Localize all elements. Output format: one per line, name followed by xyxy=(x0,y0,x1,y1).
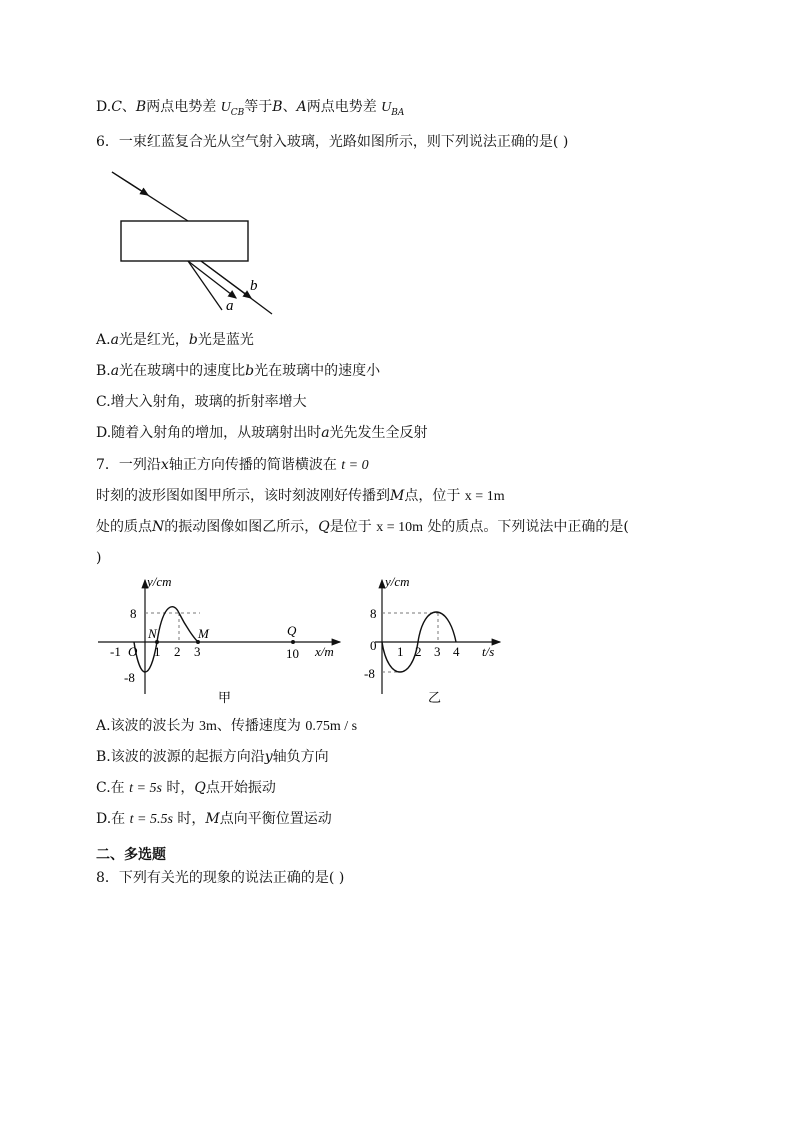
option-text: 点向平衡位置运动 xyxy=(219,811,332,827)
voltage-subscript: BA xyxy=(391,108,405,118)
ray-b-ext xyxy=(201,261,272,314)
vibration-graph-yi xyxy=(360,572,510,707)
x-tick-1: 1 xyxy=(154,644,161,659)
q8-stem: 8．下列有关光的现象的说法正确的是( ) xyxy=(96,870,345,886)
stem-text: 时刻的波形图如图甲所示，该时刻波刚好传播到 xyxy=(96,488,390,504)
math-expression: 3m xyxy=(199,719,217,734)
q6-option-c: C.增大入射角，玻璃的折射率增大 xyxy=(96,394,307,410)
math-expression: x = 10m xyxy=(376,520,423,535)
variable: y xyxy=(264,749,273,765)
caption-yi: 乙 xyxy=(428,690,442,705)
q7-line-2 xyxy=(96,486,505,507)
option-text: 两点电势差 xyxy=(146,99,217,115)
option-text: 光先发生全反射 xyxy=(329,425,428,441)
label-a: a xyxy=(226,298,234,314)
stem-text: 的振动图像如图乙所示， xyxy=(164,519,319,535)
x-tick-10: 10 xyxy=(286,646,299,661)
option-text: 、传播速度为 xyxy=(216,718,301,734)
q6-option-a xyxy=(96,330,254,350)
q7-line-1 xyxy=(96,455,369,476)
y-axis-label: y/cm xyxy=(385,574,410,589)
math-expression: 0.75m / s xyxy=(305,719,358,734)
point-Q xyxy=(291,640,295,644)
glass-block xyxy=(121,221,248,261)
option-prefix: B. xyxy=(96,363,111,379)
q6-option-b xyxy=(96,361,380,381)
option-text: 时， xyxy=(177,811,206,827)
wave-graph-jia xyxy=(90,572,350,707)
option-text: C.在 xyxy=(96,780,125,796)
variable: Q xyxy=(318,519,330,535)
option-text: 时， xyxy=(166,780,195,796)
point-label: B xyxy=(272,99,283,115)
option-text: 光是蓝光 xyxy=(197,332,254,348)
voltage-symbol: U xyxy=(220,100,231,115)
q6-option-d xyxy=(96,423,428,443)
t-tick-3: 3 xyxy=(434,644,441,659)
variable: b xyxy=(188,332,198,348)
option-text: D.随着入射角的增加，从玻璃射出时 xyxy=(96,425,322,441)
option-text: 等于 xyxy=(244,99,273,115)
option-text: A.该波的波长为 xyxy=(96,718,195,734)
separator: 、 xyxy=(121,99,136,115)
stem-text: 处的质点。下列说法中正确的是( xyxy=(427,519,629,535)
stem-text: 是位于 xyxy=(329,519,372,535)
option-text: B.该波的波源的起振方向沿 xyxy=(96,749,265,765)
math-expression: t = 0 xyxy=(341,458,369,473)
variable: M xyxy=(205,811,220,827)
variable: a xyxy=(110,332,119,348)
variable: b xyxy=(245,363,255,379)
separator: 、 xyxy=(282,99,297,115)
stem-text: 7．一列沿 xyxy=(96,457,161,473)
q7-option-a xyxy=(96,716,357,737)
q7-option-d xyxy=(96,809,332,830)
y-tick-8: 8 xyxy=(130,606,137,621)
origin-label: 0 xyxy=(370,638,377,653)
t-tick-4: 4 xyxy=(453,644,460,659)
q7-option-b xyxy=(96,747,329,767)
option-text: 两点电势差 xyxy=(306,99,377,115)
ray-a xyxy=(188,261,236,298)
y-tick-8: 8 xyxy=(370,606,377,621)
variable: N xyxy=(152,519,165,535)
q5-option-d xyxy=(96,97,404,123)
variable: a xyxy=(321,425,330,441)
option-text: D.在 xyxy=(96,811,126,827)
variable: a xyxy=(110,363,120,379)
y-tick-neg8: -8 xyxy=(364,666,375,681)
option-text: 点开始振动 xyxy=(205,780,276,796)
math-expression: t = 5s xyxy=(129,781,162,796)
variable: x xyxy=(160,457,169,473)
point-label: C xyxy=(111,99,122,115)
t-axis-label: t/s xyxy=(482,644,495,659)
option-text: 光在玻璃中的速度比 xyxy=(119,363,246,379)
math-expression: t = 5.5s xyxy=(129,812,173,827)
section-title: 二、多选题 xyxy=(96,847,166,863)
origin-label: O xyxy=(128,644,138,659)
stem-text: 点，位于 xyxy=(404,488,461,504)
ray-a-ext xyxy=(188,261,222,310)
option-prefix: A. xyxy=(96,332,111,348)
label-N: N xyxy=(148,626,157,641)
waveform xyxy=(134,607,198,672)
q6-light-path-figure xyxy=(104,166,284,316)
stem-text: 处的质点 xyxy=(96,519,152,535)
label-M: M xyxy=(198,626,209,641)
point-label: B xyxy=(135,99,147,115)
y-axis-label: y/cm xyxy=(147,574,172,589)
stem-text: 轴正方向传播的简谐横波在 xyxy=(168,457,337,473)
point-label: A xyxy=(296,99,307,115)
voltage-symbol: U xyxy=(381,100,392,115)
variable: Q xyxy=(194,780,206,796)
t-tick-1: 1 xyxy=(397,644,404,659)
voltage-subscript: CB xyxy=(230,108,245,118)
x-axis-label: x/m xyxy=(315,644,334,659)
x-tick-neg1: -1 xyxy=(110,644,121,659)
y-tick-neg8: -8 xyxy=(124,670,135,685)
x-tick-3: 3 xyxy=(194,644,201,659)
t-tick-2: 2 xyxy=(415,644,422,659)
option-prefix: D. xyxy=(96,99,112,115)
q7-line-4: ) xyxy=(96,550,102,566)
label-Q: Q xyxy=(287,623,297,638)
option-text: 光在玻璃中的速度小 xyxy=(254,363,381,379)
label-b: b xyxy=(250,278,258,294)
q6-stem: 6．一束红蓝复合光从空气射入玻璃，光路如图所示，则下列说法正确的是( ) xyxy=(96,134,569,150)
math-expression: x = 1m xyxy=(464,489,505,504)
option-text: 光是红光， xyxy=(118,332,189,348)
variable: M xyxy=(390,488,405,504)
incident-arrow xyxy=(112,172,148,195)
q7-option-c xyxy=(96,778,276,799)
x-tick-2: 2 xyxy=(174,644,181,659)
caption-jia: 甲 xyxy=(218,690,232,705)
option-text: 轴负方向 xyxy=(272,749,329,765)
q7-line-3 xyxy=(96,517,629,538)
